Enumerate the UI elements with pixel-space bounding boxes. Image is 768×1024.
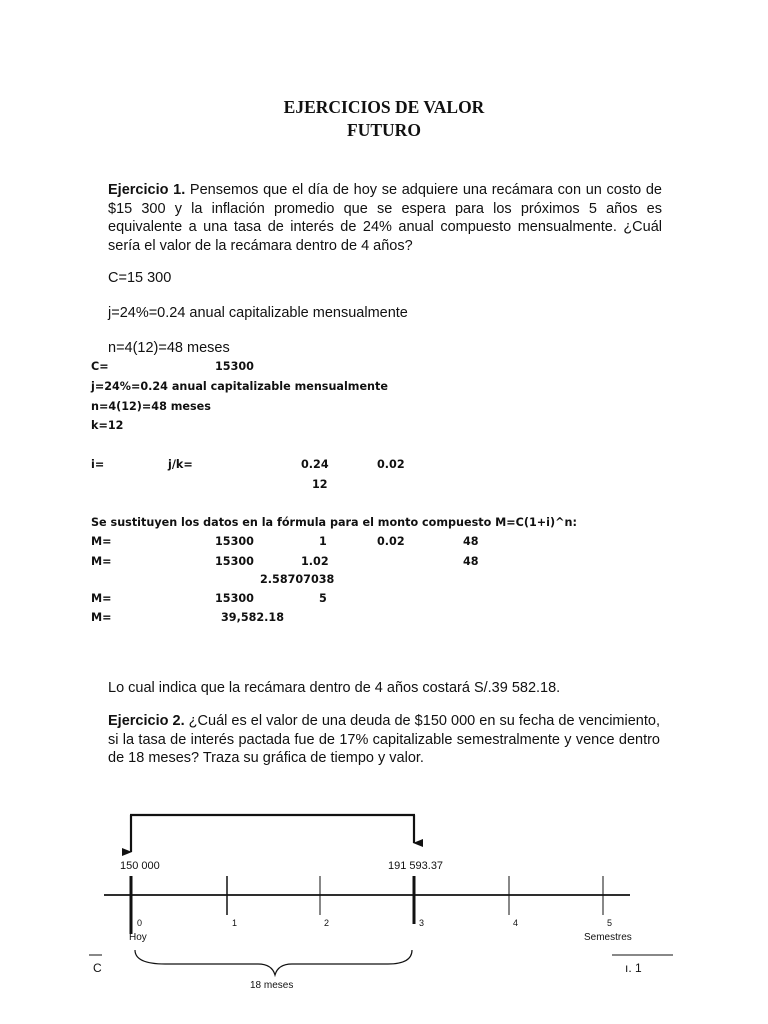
sheet-r1-value: 15300 <box>215 360 254 373</box>
sheet-r4: k=12 <box>91 419 124 432</box>
sheet-r3: n=4(12)=48 meses <box>91 400 211 413</box>
timeline-start-value: 150 000 <box>120 860 160 872</box>
sheet-r5-jk: j/k= <box>168 458 193 471</box>
tick-label-0: 0 <box>137 918 143 928</box>
sheet-r2: j=24%=0.24 anual capitalizable mensualmente <box>91 380 388 393</box>
sheet-r1-label: C= <box>91 360 109 373</box>
sheet-r8-one: 1 <box>319 535 327 548</box>
exercise-2-text: ¿Cuál es el valor de una deuda de $150 000 en su fecha de vencimiento, si la tasa de interés pactada fue de 17% capitalizable semestralmente y vence dentro de 18 meses? Traza su gráfica de tiempo y valor. <box>108 713 660 766</box>
tick-label-2: 2 <box>324 918 330 928</box>
sheet-r11-rounded: 5 <box>319 592 327 605</box>
sheet-r9-label: M= <box>91 555 112 568</box>
span-brace <box>135 950 412 975</box>
exercise-1-text: Pensemos que el día de hoy se adquiere una recámara con un costo de $15 300 y la inflación promedio que se espera para los próximos 5 años es equivalente a una tasa de interés de 24% anual compuesto mensualmente. ¿Cuál sería el valor de la recámara dentro de 4 años? <box>108 182 662 254</box>
sheet-r5-result: 0.02 <box>377 458 405 471</box>
conclusion-text: Lo cual indica que la recámara dentro de 4 años costará S/.39 582.18. <box>108 680 561 696</box>
sheet-r8-label: M= <box>91 535 112 548</box>
exercise-1-label: Ejercicio 1. <box>108 182 186 198</box>
tick-label-1: 1 <box>232 918 238 928</box>
tick-label-5: 5 <box>607 918 613 928</box>
sheet-r9-c: 15300 <box>215 555 254 568</box>
sheet-r5-label: i= <box>91 458 105 471</box>
title-line-1: EJERCICIOS DE VALOR <box>283 97 485 117</box>
timeline-span-label: 18 meses <box>250 980 294 991</box>
footer-left-fragment: C <box>93 961 102 975</box>
sheet-r6-denominator: 12 <box>312 478 328 491</box>
sheet-r9-n: 48 <box>463 555 479 568</box>
ex1-rate: j=24%=0.24 anual capitalizable mensualmente <box>108 305 408 321</box>
sheet-r9-factor: 1.02 <box>301 555 329 568</box>
ex1-periods: n=4(12)=48 meses <box>108 340 230 356</box>
timeline-hoy-label: Hoy <box>129 932 147 943</box>
sheet-r12-label: M= <box>91 611 112 624</box>
sheet-r5-numerator: 0.24 <box>301 458 329 471</box>
sheet-r7-formula-note: Se sustituyen los datos en la fórmula para el monto compuesto M=C(1+i)^n: <box>91 516 577 529</box>
exercise-2-label: Ejercicio 2. <box>108 713 185 729</box>
sheet-r12-result: 39,582.18 <box>221 611 284 624</box>
sheet-r11-c: 15300 <box>215 592 254 605</box>
timeline-end-value: 191 593.37 <box>388 860 444 872</box>
sheet-r8-n: 48 <box>463 535 479 548</box>
title-line-2: FUTURO <box>347 120 421 140</box>
tick-label-4: 4 <box>513 918 519 928</box>
sheet-r11-label: M= <box>91 592 112 605</box>
sheet-r8-i: 0.02 <box>377 535 405 548</box>
footer-page-number: ı. 1 <box>625 961 642 975</box>
timeline-unit-label: Semestres <box>584 932 632 943</box>
sheet-r10-power: 2.58707038 <box>260 573 335 586</box>
sheet-r8-c: 15300 <box>215 535 254 548</box>
ex1-capital: C=15 300 <box>108 270 172 286</box>
tick-label-3: 3 <box>419 918 425 928</box>
